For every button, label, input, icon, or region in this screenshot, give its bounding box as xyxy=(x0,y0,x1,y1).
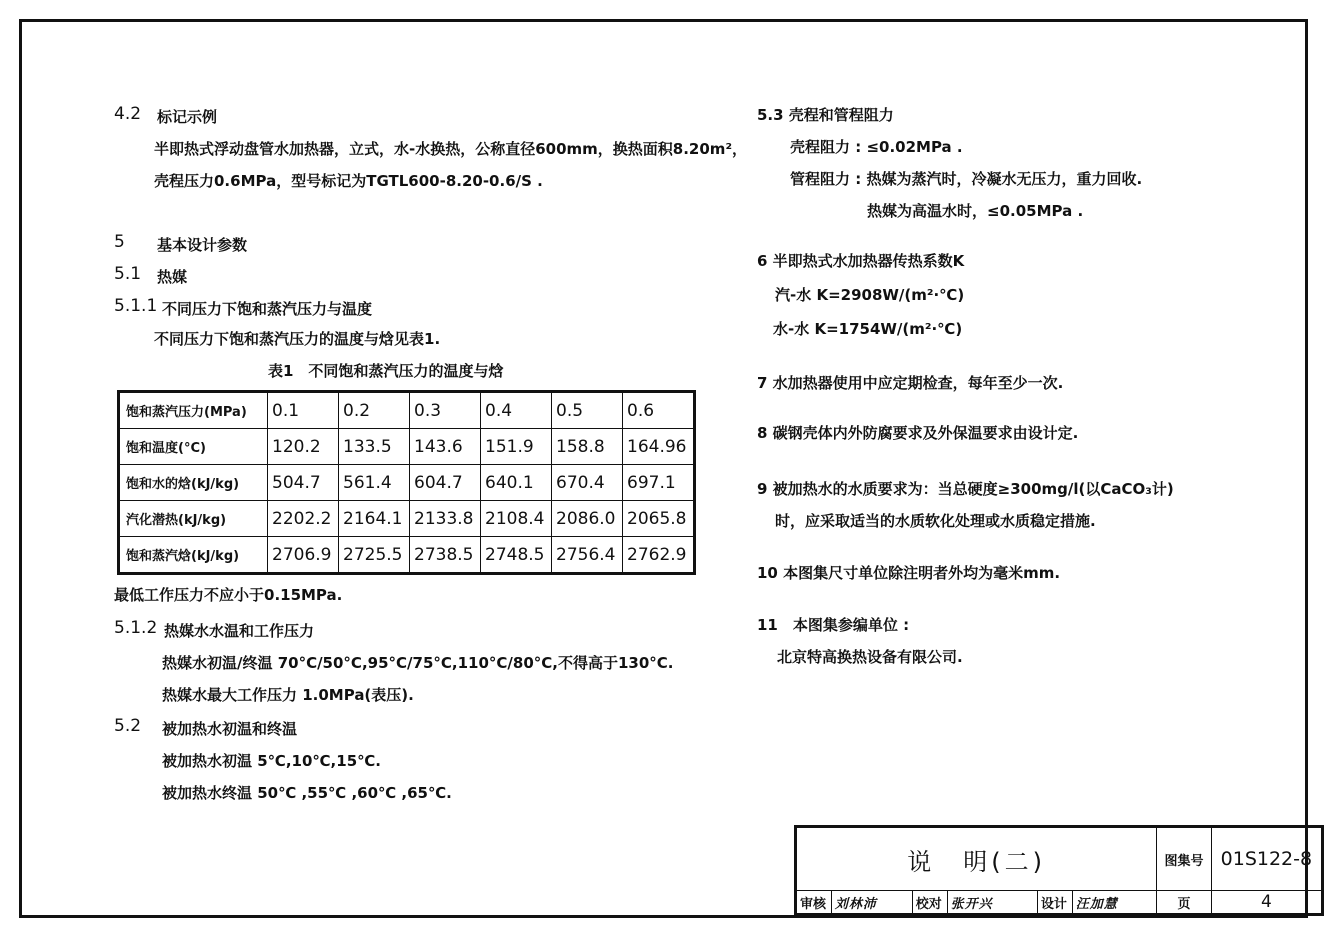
atlas-number-label: 图集号 xyxy=(1157,827,1211,891)
table-cell: 120.2 xyxy=(268,429,339,465)
section-5-title: 基本设计参数 xyxy=(157,236,248,254)
table-cell: 2706.9 xyxy=(268,537,339,574)
table-row xyxy=(119,537,695,574)
section-4-2-title: 标记示例 xyxy=(157,108,218,126)
section-5-2-line-1: 被加热水初温 5℃,10℃,15℃. xyxy=(162,752,381,770)
table-cell: 2756.4 xyxy=(552,537,623,574)
section-5-3-title: 5.3 壳程和管程阻力 xyxy=(757,106,894,124)
table-row-header: 饱和蒸汽焓(kJ/kg) xyxy=(119,537,268,574)
table-cell: 604.7 xyxy=(410,465,481,501)
table-cell: 640.1 xyxy=(481,465,552,501)
table-cell: 0.5 xyxy=(552,392,623,429)
table-cell: 0.1 xyxy=(268,392,339,429)
table-cell: 0.6 xyxy=(623,392,695,429)
table-cell: 2065.8 xyxy=(623,501,695,537)
page-label: 页 xyxy=(1157,891,1211,915)
table-cell: 0.2 xyxy=(339,392,410,429)
review-label: 审核 xyxy=(796,891,832,915)
section-5-2-title: 被加热水初温和终温 xyxy=(162,720,298,738)
table-cell: 164.96 xyxy=(623,429,695,465)
section-6-line-1: 汽-水 K=2908W/(m²·℃) xyxy=(775,286,965,304)
section-4-2-number: 4.2 xyxy=(114,104,142,124)
review-signature: 刘林沛 xyxy=(831,891,912,915)
section-5-1-2-line-1: 热媒水初温/终温 70°C/50°C,95°C/75°C,110°C/80°C,不得高于130°C. xyxy=(162,654,674,672)
table-row-header: 饱和水的焓(kJ/kg) xyxy=(119,465,268,501)
table-cell: 697.1 xyxy=(623,465,695,501)
table-cell: 2725.5 xyxy=(339,537,410,574)
table-cell: 2108.4 xyxy=(481,501,552,537)
table-cell: 2164.1 xyxy=(339,501,410,537)
design-signature: 汪加慧 xyxy=(1072,891,1157,915)
table-cell: 670.4 xyxy=(552,465,623,501)
section-5-2-line-2: 被加热水终温 50℃ ,55℃ ,60℃ ,65℃. xyxy=(162,784,452,802)
section-9-line-1: 9 被加热水的水质要求为：当总硬度≥300mg/l(以CaCO₃计) xyxy=(757,480,1174,498)
section-11-title: 11 本图集参编单位 : xyxy=(757,616,910,634)
check-label: 校对 xyxy=(912,891,947,915)
section-5-number: 5 xyxy=(114,232,125,252)
table-row xyxy=(119,429,695,465)
table-cell: 158.8 xyxy=(552,429,623,465)
table-row xyxy=(119,465,695,501)
table-cell: 2202.2 xyxy=(268,501,339,537)
table-row-header: 饱和温度(°C) xyxy=(119,429,268,465)
section-6-line-2: 水-水 K=1754W/(m²·℃) xyxy=(773,320,963,338)
table-cell: 2738.5 xyxy=(410,537,481,574)
title-block xyxy=(794,825,1324,916)
section-6-title: 6 半即热式水加热器传热系数K xyxy=(757,252,965,270)
table-row xyxy=(119,501,695,537)
table-cell: 133.5 xyxy=(339,429,410,465)
section-11-company: 北京特高换热设备有限公司. xyxy=(777,648,963,666)
table-cell: 2762.9 xyxy=(623,537,695,574)
table-row-header: 饱和蒸汽压力(MPa) xyxy=(119,392,268,429)
section-5-1-2-line-2: 热媒水最大工作压力 1.0MPa(表压). xyxy=(162,686,414,704)
title-block-title: 说 明(二) xyxy=(796,827,1157,891)
section-5-2-number: 5.2 xyxy=(114,716,142,736)
table-cell: 2086.0 xyxy=(552,501,623,537)
table-caption: 表1 不同饱和蒸汽压力的温度与焓 xyxy=(268,362,504,380)
table-cell: 504.7 xyxy=(268,465,339,501)
section-5-1-2-number: 5.1.2 xyxy=(114,618,158,638)
table-cell: 0.4 xyxy=(481,392,552,429)
min-pressure-note: 最低工作压力不应小于0.15MPa. xyxy=(114,586,343,604)
table-row xyxy=(119,392,695,429)
section-5-3-line-3: 热媒为高温水时，≤0.05MPa . xyxy=(867,202,1084,220)
section-4-2-line-1: 半即热式浮动盘管水加热器，立式，水-水换热，公称直径600mm，换热面积8.20m²， xyxy=(154,140,748,158)
check-signature: 张开兴 xyxy=(947,891,1037,915)
section-5-1-number: 5.1 xyxy=(114,264,142,284)
section-5-1-2-title: 热媒水水温和工作压力 xyxy=(164,622,315,640)
section-5-1-1-number: 5.1.1 xyxy=(114,296,158,316)
section-7: 7 水加热器使用中应定期检查，每年至少一次. xyxy=(757,374,1064,392)
section-8: 8 碳钢壳体内外防腐要求及外保温要求由设计定. xyxy=(757,424,1079,442)
steam-property-table xyxy=(117,390,696,575)
atlas-number-value: 01S122-8 xyxy=(1211,827,1322,891)
section-5-1-1-title: 不同压力下饱和蒸汽压力与温度 xyxy=(162,300,373,318)
page-number: 4 xyxy=(1211,891,1322,915)
table-row-header: 汽化潜热(kJ/kg) xyxy=(119,501,268,537)
table-cell: 2133.8 xyxy=(410,501,481,537)
section-5-3-line-1: 壳程阻力 : ≤0.02MPa . xyxy=(790,138,963,156)
table-cell: 143.6 xyxy=(410,429,481,465)
table-cell: 2748.5 xyxy=(481,537,552,574)
section-10: 10 本图集尺寸单位除注明者外均为毫米mm. xyxy=(757,564,1061,582)
section-5-1-1-text: 不同压力下饱和蒸汽压力的温度与焓见表1. xyxy=(154,330,441,348)
section-9-line-2: 时，应采取适当的水质软化处理或水质稳定措施. xyxy=(775,512,1096,530)
design-label: 设计 xyxy=(1037,891,1072,915)
table-cell: 561.4 xyxy=(339,465,410,501)
table-cell: 0.3 xyxy=(410,392,481,429)
section-4-2-line-2: 壳程压力0.6MPa，型号标记为TGTL600-8.20-0.6/S . xyxy=(154,172,543,190)
section-5-3-line-2: 管程阻力 : 热媒为蒸汽时，冷凝水无压力，重力回收. xyxy=(790,170,1143,188)
table-cell: 151.9 xyxy=(481,429,552,465)
section-5-1-title: 热媒 xyxy=(157,268,188,286)
